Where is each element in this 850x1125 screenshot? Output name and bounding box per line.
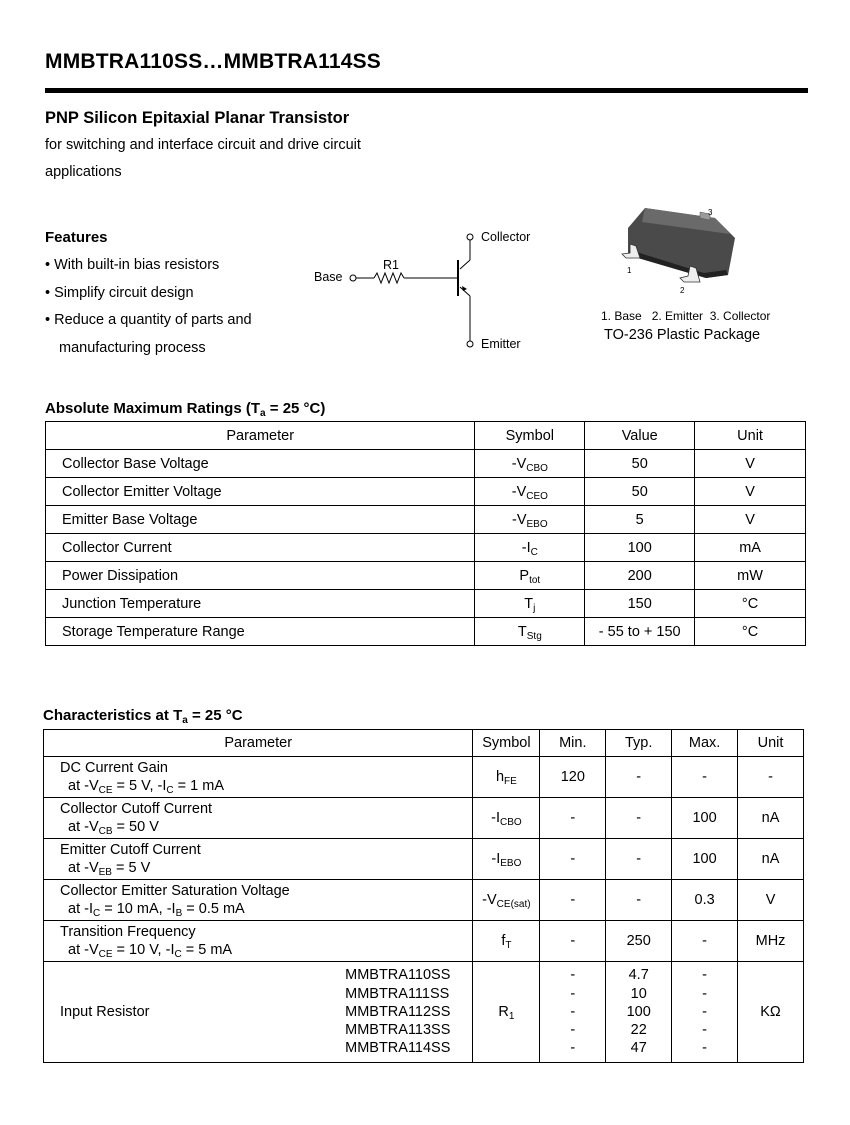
table-row (46, 478, 806, 506)
symbol-main: T (517, 623, 527, 640)
table-row (44, 962, 804, 1063)
column-header: Max. (672, 730, 738, 757)
condition-text: at -V (68, 942, 99, 958)
parameter-name: Transition Frequency (60, 924, 196, 940)
symbol-cell (473, 798, 540, 839)
pin-legend: 1. Base 2. Emitter 3. Collector (601, 309, 771, 323)
column-header: Unit (695, 422, 806, 450)
symbol-cell (475, 534, 585, 562)
symbol-main: T (524, 595, 534, 612)
unit-cell: V (695, 506, 806, 534)
variant-part-number: MMBTRA110SS (345, 967, 451, 984)
column-header: Unit (738, 730, 804, 757)
unit-cell: nA (738, 798, 804, 839)
parameter-cell: Storage Temperature Range (46, 618, 475, 646)
unit-cell: KΩ (738, 962, 804, 1063)
symbol-subscript: EBO (526, 518, 548, 530)
symbol-cell (475, 478, 585, 506)
unit-cell: - (738, 757, 804, 798)
max-cell: 100 (672, 798, 738, 839)
parameter-cell (44, 921, 473, 962)
max-cell: - (672, 757, 738, 798)
symbol-cell (475, 562, 585, 590)
parameter-cell: Collector Current (46, 534, 475, 562)
condition-text: = 5 V (111, 860, 151, 876)
parameter-name: DC Current Gain (60, 760, 168, 776)
part-title: MMBTRA110SS…MMBTRA114SS (45, 50, 382, 73)
variant-part-number: MMBTRA114SS (345, 1040, 451, 1057)
condition-subscript: CE (98, 949, 113, 960)
abs-max-heading: Absolute Maximum Ratings ($T_a = 25$ °C) (45, 400, 326, 419)
parameter-name: Emitter Cutoff Current (60, 842, 201, 858)
variant-typ: 22 (630, 1022, 647, 1039)
parameter-cell (44, 798, 473, 839)
typ-cell: - (606, 757, 672, 798)
collector-label: Collector (481, 230, 531, 244)
condition-subscript: EB (98, 867, 112, 878)
column-header: Symbol (475, 422, 585, 450)
transistor-schematic (300, 220, 560, 360)
symbol-subscript: Stg (526, 630, 542, 642)
condition-subscript: C (166, 785, 174, 796)
parameter-name: Collector Emitter Saturation Voltage (60, 883, 290, 899)
symbol-main: f (501, 933, 506, 949)
value-cell: 150 (585, 590, 695, 618)
symbol-main: P (519, 567, 530, 584)
min-cell: - (540, 798, 606, 839)
feature-item: • Simplify circuit design (45, 285, 194, 301)
parameter-cell: Emitter Base Voltage (46, 506, 475, 534)
features-heading: Features (45, 229, 108, 246)
unit-cell: V (738, 880, 804, 921)
symbol-subscript: tot (529, 574, 541, 586)
symbol-cell (473, 839, 540, 880)
unit-cell: mA (695, 534, 806, 562)
table-header-row (46, 422, 806, 450)
value-cell: 5 (585, 506, 695, 534)
condition-text: = 50 V (112, 819, 159, 835)
symbol-subscript: CE(sat) (496, 899, 531, 910)
condition-subscript: CE (98, 785, 113, 796)
variant-max: - (702, 1022, 708, 1039)
unit-cell: mW (695, 562, 806, 590)
test-condition (60, 859, 472, 877)
test-condition (60, 941, 472, 959)
variant-min: - (570, 1003, 576, 1020)
variant-min: - (570, 1022, 576, 1039)
variant-typ: 100 (626, 1003, 651, 1020)
pin-number: 2 (680, 286, 685, 295)
variant-typ: 10 (630, 985, 647, 1002)
symbol-main: h (495, 769, 505, 785)
table-row (44, 798, 804, 839)
condition-subscript: C (174, 949, 182, 960)
min-cell: 120 (540, 757, 606, 798)
condition-subscript: B (175, 908, 183, 919)
title-rule (45, 88, 808, 93)
symbol-cell (473, 880, 540, 921)
variant-max: - (702, 967, 708, 984)
symbol-cell (475, 618, 585, 646)
test-condition (60, 777, 472, 795)
collector-terminal (467, 234, 473, 240)
parameter-cell: Collector Base Voltage (46, 450, 475, 478)
parameter-cell: Collector Emitter Voltage (46, 478, 475, 506)
table-row (44, 757, 804, 798)
variant-min: - (570, 1040, 576, 1057)
condition-text: = 5 mA (181, 942, 233, 958)
column-header: Value (585, 422, 695, 450)
typ-cell (606, 962, 672, 1063)
condition-text: at -V (68, 860, 99, 876)
condition-text: = 10 mA, -I (100, 901, 176, 917)
resistor-label: R1 (383, 258, 399, 272)
max-cell: - (672, 921, 738, 962)
abs-max-table (45, 421, 806, 646)
typ-cell: - (606, 839, 672, 880)
pin-number: 1 (627, 266, 632, 275)
symbol-subscript: CEO (526, 490, 548, 502)
max-cell (672, 962, 738, 1063)
feature-item: • With built-in bias resistors (45, 257, 220, 273)
symbol-subscript: j (533, 602, 536, 614)
condition-text: at -V (68, 778, 99, 794)
symbol-subscript: CBO (526, 462, 548, 474)
max-cell: 0.3 (672, 880, 738, 921)
characteristics-table (43, 729, 804, 1063)
max-cell: 100 (672, 839, 738, 880)
device-subtitle: PNP Silicon Epitaxial Planar Transistor (45, 109, 350, 127)
value-cell: - 55 to + 150 (585, 618, 695, 646)
table-row (44, 921, 804, 962)
condition-subscript: C (92, 908, 101, 919)
variant-min: - (570, 967, 576, 984)
condition-subscript: CB (98, 826, 113, 837)
symbol-main: -I (521, 539, 531, 556)
symbol-subscript: EBO (500, 858, 522, 869)
variant-part-number: MMBTRA112SS (345, 1003, 451, 1020)
min-cell: - (540, 880, 606, 921)
column-header: Parameter (44, 730, 473, 757)
variant-max: - (702, 985, 708, 1002)
variant-typ: 47 (630, 1040, 647, 1057)
package-drawing (600, 200, 800, 310)
symbol-cell (473, 921, 540, 962)
symbol-cell (475, 450, 585, 478)
symbol-main: -V (482, 892, 497, 908)
value-cell: 50 (585, 478, 695, 506)
column-header: Symbol (473, 730, 540, 757)
symbol-main: R (498, 1004, 509, 1020)
symbol-main: -V (511, 455, 527, 472)
unit-cell: °C (695, 618, 806, 646)
variant-max: - (702, 1003, 708, 1020)
parameter-cell (44, 757, 473, 798)
min-cell: - (540, 839, 606, 880)
base-label: Base (314, 270, 343, 284)
description-line-2: applications (45, 164, 122, 180)
base-terminal (350, 275, 356, 281)
typ-cell: - (606, 798, 672, 839)
feature-item: manufacturing process (59, 340, 206, 356)
parameter-cell (44, 839, 473, 880)
symbol-subscript: C (530, 546, 538, 558)
symbol-subscript: FE (504, 776, 517, 787)
min-cell (540, 962, 606, 1063)
test-condition (60, 818, 472, 836)
unit-cell: °C (695, 590, 806, 618)
typ-cell: - (606, 880, 672, 921)
parameter-name: Collector Cutoff Current (60, 801, 213, 817)
unit-cell: V (695, 450, 806, 478)
parameter-cell (44, 962, 473, 1063)
parameter-cell: Power Dissipation (46, 562, 475, 590)
symbol-subscript: T (505, 940, 512, 951)
symbol-cell (475, 506, 585, 534)
table-row (44, 839, 804, 880)
variant-min: - (570, 985, 576, 1002)
symbol-main: -I (491, 851, 501, 867)
test-condition (60, 900, 472, 918)
parameter-cell: Junction Temperature (46, 590, 475, 618)
min-cell: - (540, 921, 606, 962)
emitter-arrow (462, 286, 467, 291)
symbol-cell (473, 962, 540, 1063)
symbol-subscript: CBO (499, 817, 522, 828)
unit-cell: nA (738, 839, 804, 880)
variant-part-number: MMBTRA113SS (345, 1022, 451, 1039)
condition-text: at -I (68, 901, 93, 917)
package-name: TO-236 Plastic Package (604, 327, 761, 343)
table-row (46, 450, 806, 478)
symbol-main: -V (511, 483, 527, 500)
variant-list (345, 966, 450, 1057)
condition-text: = 5 V, -I (112, 778, 167, 794)
value-cell: 50 (585, 450, 695, 478)
unit-cell: MHz (738, 921, 804, 962)
symbol-cell (473, 757, 540, 798)
resistor-r1 (374, 273, 404, 283)
parameter-name: Input Resistor (60, 1003, 150, 1020)
emitter-terminal (467, 341, 473, 347)
table-row (46, 534, 806, 562)
emitter-label: Emitter (481, 337, 521, 351)
feature-item: • Reduce a quantity of parts and (45, 312, 252, 328)
pin-number: 3 (708, 208, 713, 217)
table-row (44, 880, 804, 921)
column-header: Typ. (606, 730, 672, 757)
symbol-main: -I (491, 810, 500, 826)
variant-part-number: MMBTRA111SS (345, 985, 450, 1002)
column-header: Min. (540, 730, 606, 757)
table-header-row (44, 730, 804, 757)
description-line-1: for switching and interface circuit and drive circuit (45, 137, 361, 153)
condition-text: = 0.5 mA (182, 901, 245, 917)
column-header: Parameter (46, 422, 475, 450)
typ-cell: 250 (606, 921, 672, 962)
condition-text: = 1 mA (173, 778, 225, 794)
symbol-main: -V (512, 511, 527, 528)
characteristics-heading: Characteristics at $T_a = 25$ °C (43, 707, 243, 726)
value-cell: 100 (585, 534, 695, 562)
variant-max: - (702, 1040, 708, 1057)
value-cell: 200 (585, 562, 695, 590)
symbol-subscript: 1 (508, 1011, 515, 1022)
table-row (46, 506, 806, 534)
table-row (46, 618, 806, 646)
condition-text: at -V (68, 819, 99, 835)
condition-text: = 10 V, -I (112, 942, 175, 958)
variant-typ: 4.7 (628, 967, 649, 984)
table-row (46, 590, 806, 618)
unit-cell: V (695, 478, 806, 506)
symbol-cell (475, 590, 585, 618)
parameter-cell (44, 880, 473, 921)
table-row (46, 562, 806, 590)
